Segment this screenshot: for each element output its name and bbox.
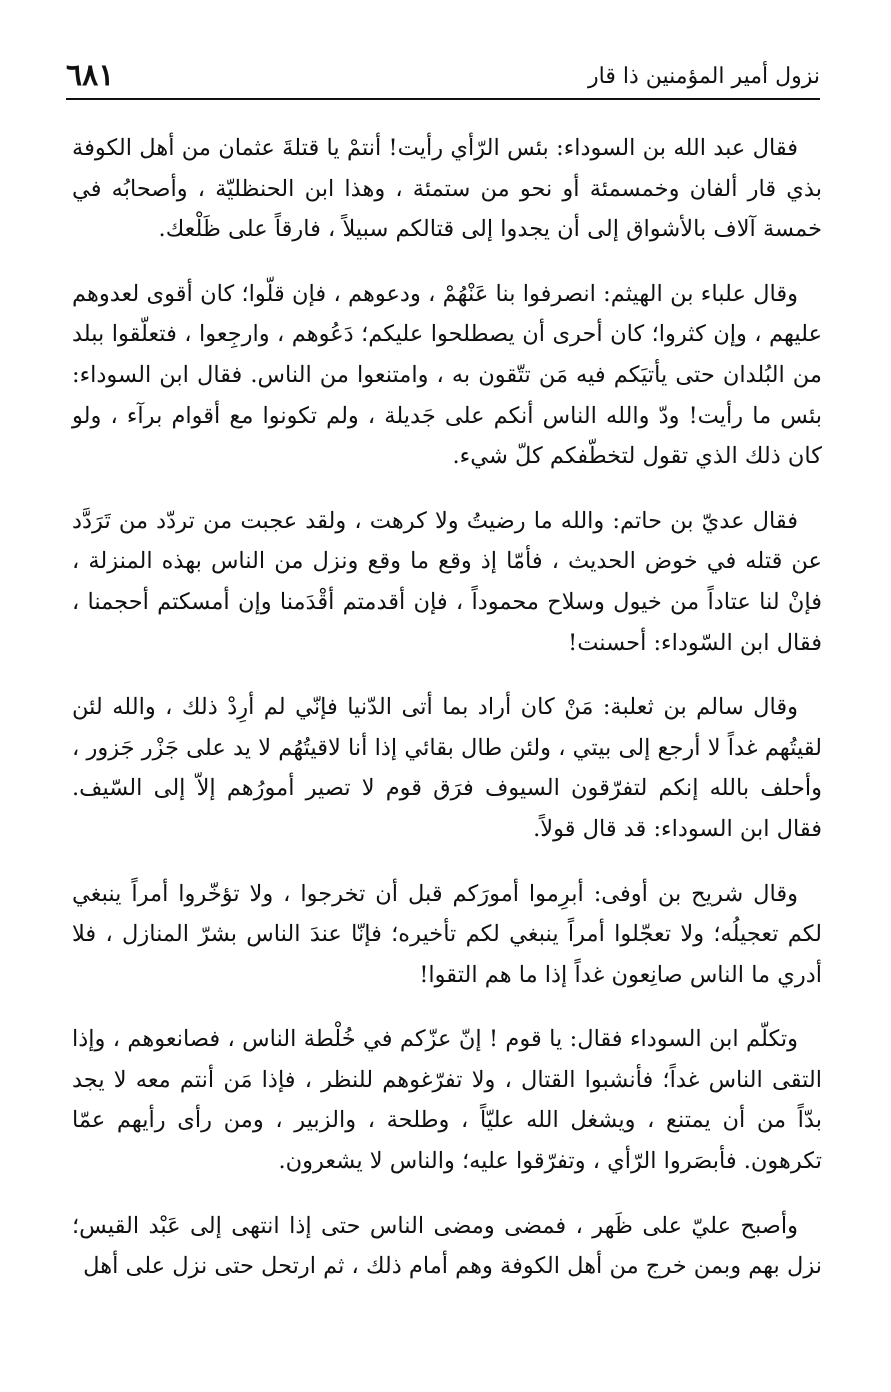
paragraph: وقال شريح بن أوفى: أبرِموا أمورَكم قبل أن تخرجوا ، ولا تؤخّروا أمراً ينبغي لكم تعجيلُه؛ ولا تعجّلوا أمراً ينبغي لكم تأخيره؛ فإنّا عندَ الناس بشرّ المنازل ، فلا أدري ما الناس صانِعون غداً إذا ما هم التقوا! (72, 880, 822, 988)
page-header (66, 52, 820, 104)
paragraph: فقال عبد الله بن السوداء: بئس الرّأي رأيت! أنتمْ يا قتلةَ عثمان من أهل الكوفة بذي قار ألفان وخمسمئة أو نحو من ستمئة ، وهذا ابن الحنظليّة ، وأصحابُه في خمسة آلاف بالأشواق إلى أن يجدوا إلى قتالكم سبيلاً ، فارقاً على ظَلْعك. (72, 135, 822, 243)
paragraph: وقال سالم بن ثعلبة: مَنْ كان أراد بما أتى الدّنيا فإنّي لم أرِدْ ذلك ، والله لئن لقيتُهم غداً لا أرجع إلى بيتي ، ولئن طال بقائي إذا أنا لاقيتُهُم لا يد على جَزْر جَزور ، وأحلف بالله إنكم لتفرّقون السيوف فرَق قوم لا تصير أمورُهم إلاّ إلى السّيف. فقال ابن السوداء: قد قال قولاً. (72, 694, 822, 842)
page-number: ٦٨١ (66, 58, 115, 93)
paragraph: وتكلّم ابن السوداء فقال: يا قوم ! إنّ عزّكم في خُلْطة الناس ، فصانعوهم ، وإذا التقى الناس غداً؛ فأنشبوا القتال ، ولا تفرّغوهم للنظر ، فإذا مَن أنتم معه لا يجد بدّاً من أن يمتنع ، ويشغل الله عليّاً ، وطلحة ، والزبير ، ومن رأى رأيهم عمّا تكرهون. فأبصَروا الرّأي ، وتفرّقوا عليه؛ والناس لا يشعرون. (72, 1026, 822, 1175)
paragraph: فقال عديّ بن حاتم: والله ما رضيتُ ولا كرهت ، ولقد عجبت من تردّد من تَرَدَّد عن قتله في خوض الحديث ، فأمّا إذ وقع ما وقع ونزل من الناس بهذه المنزلة ، فإنْ لنا عتاداً من خيول وسلاح محموداً ، فإن أقدمتم أقْدَمنا وإن أمسكتم أحجمنا ، فقال ابن السّوداء: أحسنت! (72, 507, 822, 656)
paragraph: وأصبح عليّ على ظَهر ، فمضى ومضى الناس حتى إذا انتهى إلى عَبْد القيس؛ نزل بهم وبمن خرج من أهل الكوفة وهم أمام ذلك ، ثم ارتحل حتى نزل على أهل (72, 1212, 822, 1280)
running-title: نزول أمير المؤمنين ذا قار (588, 64, 820, 89)
paragraph: وقال علباء بن الهيثم: انصرفوا بنا عَنْهُمْ ، ودعوهم ، فإن قلّوا؛ كان أقوى لعدوهم عليهم ، وإن كثروا؛ كان أحرى أن يصطلحوا عليكم؛ دَعُوهم ، وارجِعوا ، فتعلّقوا ببلد من البُلدان حتى يأتيَكم فيه مَن تتّقون به ، وامتنعوا من الناس. فقال ابن السوداء: بئس ما رأيت! ودّ والله الناس أنكم على جَديلة ، ولم تكونوا مع أقوام برآء ، ولو كان ذلك الذي تقول لتخطّفكم كلّ شيء. (72, 280, 822, 470)
header-rule (66, 98, 820, 100)
body-text (72, 128, 822, 1287)
